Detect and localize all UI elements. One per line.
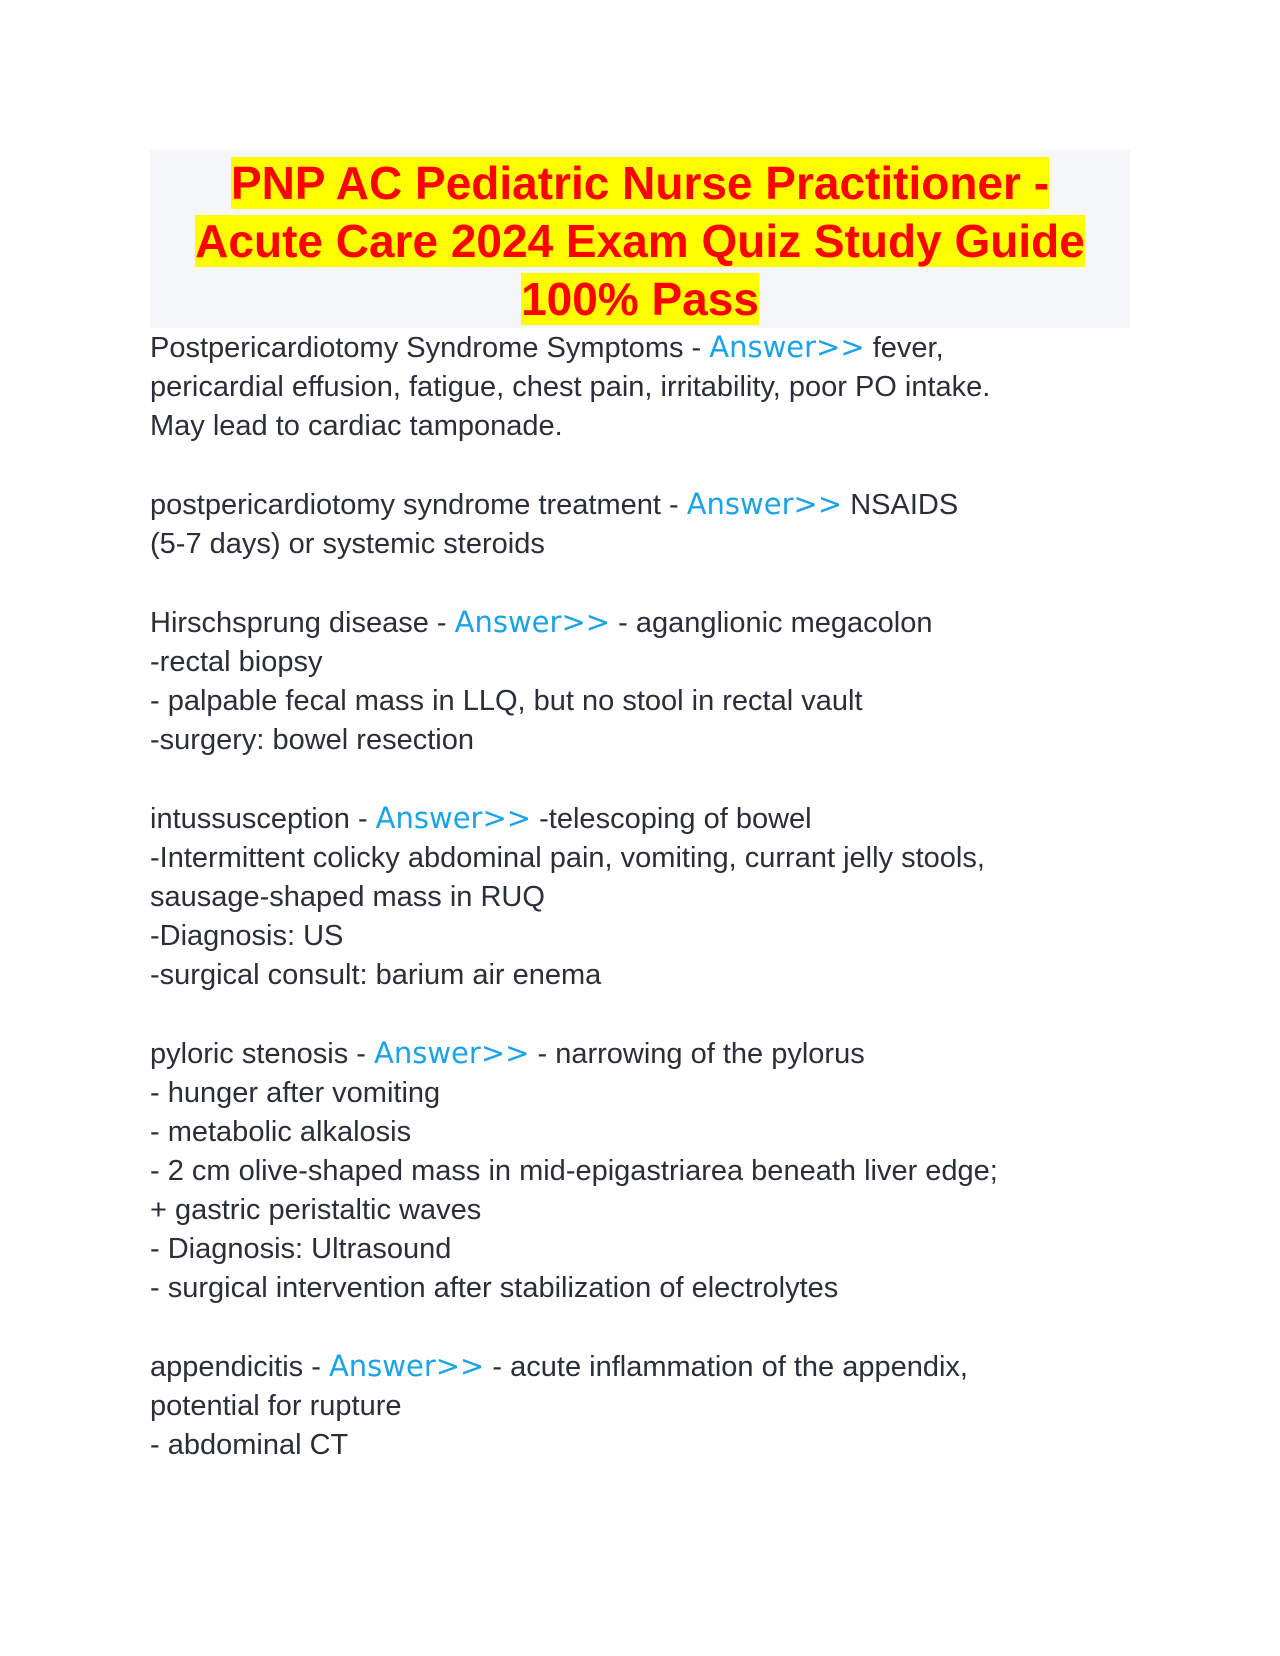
entry-first-line — [150, 485, 1130, 525]
entry-answer-line: -surgical consult: barium air enema — [150, 959, 602, 991]
title-line-2: Acute Care 2024 Exam Quiz Study Guide — [195, 215, 1085, 267]
entry-answer-start: -telescoping of bowel — [531, 803, 812, 835]
title-line-1: PNP AC Pediatric Nurse Practitioner - — [230, 157, 1050, 209]
entry-answer-start: NSAIDS — [842, 489, 959, 521]
entry-answer-line: - 2 cm olive-shaped mass in mid-epigastriarea beneath liver edge; — [150, 1155, 998, 1187]
entry-first-line — [150, 1347, 1130, 1387]
entry-first-line — [150, 603, 1130, 643]
entry-first-line — [150, 328, 1130, 368]
document-title — [150, 150, 1130, 328]
entry-answer-line: potential for rupture — [150, 1390, 402, 1422]
entry-answer-line: - palpable fecal mass in LLQ, but no stool in rectal vault — [150, 685, 863, 717]
qa-entry — [150, 1347, 1130, 1465]
entry-answer-line: pericardial effusion, fatigue, chest pain, irritability, poor PO intake. — [150, 371, 991, 403]
entry-answer-line: - hunger after vomiting — [150, 1077, 441, 1109]
entry-answer-line: - Diagnosis: Ultrasound — [150, 1233, 452, 1265]
entry-answer-line: -rectal biopsy — [150, 646, 323, 678]
entry-answer-line: + gastric peristaltic waves — [150, 1194, 482, 1226]
title-line-3: 100% Pass — [521, 273, 759, 325]
entry-answer-start: fever, — [864, 332, 944, 364]
entry-answer-start: - aganglionic megacolon — [610, 607, 933, 639]
answer-marker: Answer>> — [686, 487, 843, 521]
document-page — [150, 150, 1130, 1465]
qa-entry — [150, 603, 1130, 760]
answer-marker: Answer>> — [709, 330, 865, 364]
qa-entry — [150, 328, 1130, 446]
entry-answer-line: -surgery: bowel resection — [150, 724, 474, 756]
qa-entry — [150, 799, 1130, 995]
entry-answer-line: - metabolic alkalosis — [150, 1116, 412, 1148]
entry-answer-line: May lead to cardiac tamponade. — [150, 410, 563, 442]
entry-answer-line: sausage-shaped mass in RUQ — [150, 881, 545, 913]
entry-term: Hirschsprung disease - — [150, 607, 455, 639]
entry-answer-line: - surgical intervention after stabilization of electrolytes — [150, 1272, 839, 1304]
entry-answer-line: -Diagnosis: US — [150, 920, 344, 952]
entry-answer-line: (5-7 days) or systemic steroids — [150, 528, 545, 560]
answer-marker: Answer>> — [454, 605, 611, 639]
entry-answer-start: - narrowing of the pylorus — [529, 1038, 865, 1070]
entry-term: intussusception - — [150, 803, 376, 835]
entry-answer-start: - acute inflammation of the appendix, — [484, 1351, 968, 1383]
qa-entry — [150, 485, 1130, 564]
entry-first-line — [150, 1034, 1130, 1074]
entry-answer-line: - abdominal CT — [150, 1429, 349, 1461]
entry-answer-line: -Intermittent colicky abdominal pain, vomiting, currant jelly stools, — [150, 842, 985, 874]
entry-term: pyloric stenosis - — [150, 1038, 375, 1070]
entry-first-line — [150, 799, 1130, 839]
answer-marker: Answer>> — [374, 1036, 530, 1070]
qa-entries — [150, 328, 1130, 1465]
entry-term: postpericardiotomy syndrome treatment - — [150, 489, 687, 521]
qa-entry — [150, 1034, 1130, 1308]
answer-marker: Answer>> — [328, 1349, 485, 1383]
entry-term: Postpericardiotomy Syndrome Symptoms - — [150, 332, 710, 364]
answer-marker: Answer>> — [375, 801, 532, 835]
entry-term: appendicitis - — [150, 1351, 329, 1383]
